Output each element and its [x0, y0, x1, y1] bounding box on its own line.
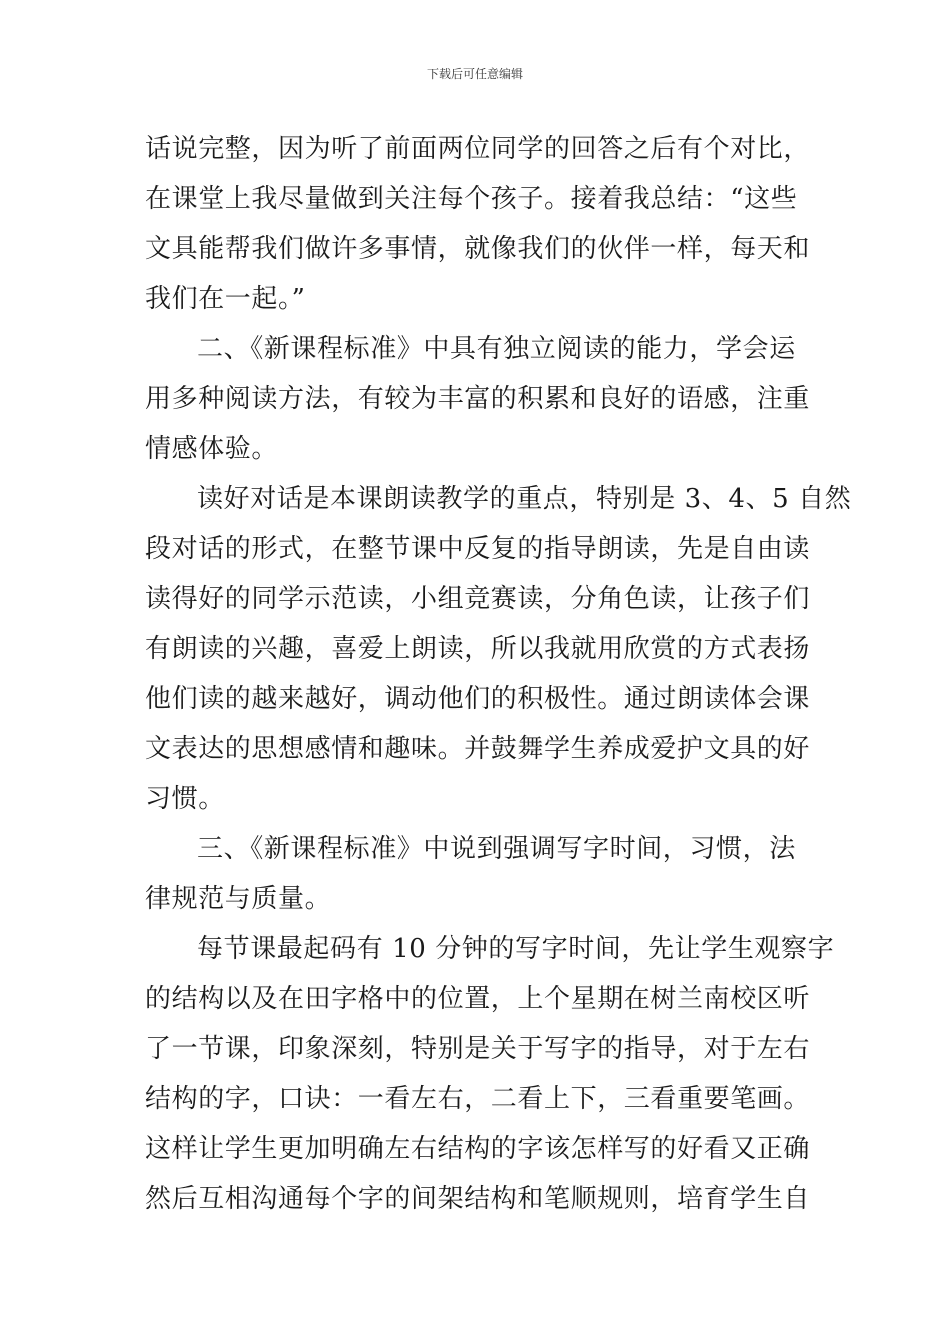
text-line: 读得好的同学示范读，小组竞赛读，分角色读，让孩子们: [145, 584, 811, 614]
text-line: 用多种阅读方法，有较为丰富的积累和良好的语感，注重: [145, 384, 811, 414]
text-line: 的结构以及在田字格中的位置，上个星期在树兰南校区听: [145, 984, 811, 1014]
page-header: 下载后可任意编辑: [426, 67, 523, 81]
text-line: 有朗读的兴趣，喜爱上朗读，所以我就用欣赏的方式表扬: [145, 634, 811, 664]
text-line: 段对话的形式，在整节课中反复的指导朗读，先是自由读: [145, 534, 811, 564]
text-line: 律规范与质量。: [145, 884, 332, 914]
text-line: 读好对话是本课朗读教学的重点，特别是 3、4、5 自然: [197, 484, 852, 514]
text-line: 习惯。: [145, 784, 225, 814]
text-line: 文具能帮我们做许多事情，就像我们的伙伴一样，每天和: [145, 234, 811, 264]
text-line: 二、《新课程标准》中具有独立阅读的能力，学会运: [197, 334, 796, 364]
text-line: 情感体验。: [145, 434, 279, 464]
text-line: 然后互相沟通每个字的间架结构和笔顺规则，培育学生自: [145, 1184, 811, 1214]
text-line: 这样让学生更加明确左右结构的字该怎样写的好看又正确: [145, 1134, 811, 1164]
text-line: 在课堂上我尽量做到关注每个孩子。接着我总结：“这些: [145, 184, 798, 214]
text-line: 了一节课，印象深刻，特别是关于写字的指导，对于左右: [145, 1034, 811, 1064]
text-line: 话说完整，因为听了前面两位同学的回答之后有个对比，: [145, 134, 811, 164]
text-line: 三、《新课程标准》中说到强调写字时间，习惯，法: [197, 834, 796, 864]
text-line: 我们在一起。”: [145, 284, 306, 314]
text-line: 他们读的越来越好，调动他们的积极性。通过朗读体会课: [145, 684, 811, 714]
text-line: 每节课最起码有 10 分钟的写字时间，先让学生观察字: [197, 934, 835, 964]
text-line: 文表达的思想感情和趣味。并鼓舞学生养成爱护文具的好: [145, 734, 811, 764]
text-line: 结构的字，口诀：一看左右，二看上下，三看重要笔画。: [145, 1084, 811, 1114]
